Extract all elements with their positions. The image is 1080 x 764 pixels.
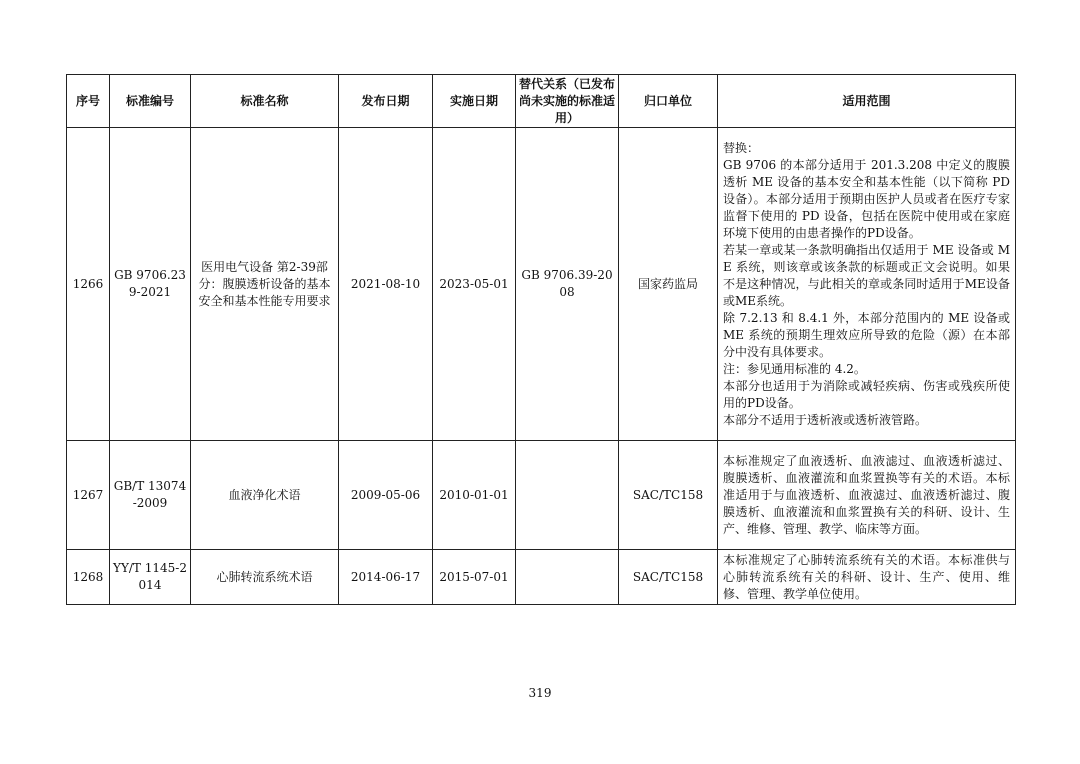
table-row [67,550,1016,605]
table-row [67,128,1016,441]
standards-table [66,74,1016,605]
cell-publish-date: 2021-08-10 [339,128,433,441]
cell-seq: 1267 [67,441,110,550]
cell-seq: 1268 [67,550,110,605]
scope-paragraph: 本标准规定了心肺转流系统有关的术语。本标准供与心肺转流系统有关的科研、设计、生产、使用、维修、管理、教学单位使用。 [723,552,1010,601]
header-dept: 归口单位 [619,75,718,128]
cell-scope [718,550,1016,605]
header-seq: 序号 [67,75,110,128]
cell-dept: SAC/TC158 [619,550,718,605]
cell-code: GB 9706.239-2021 [110,128,191,441]
scope-paragraph: 除 7.2.13 和 8.4.1 外，本部分范围内的 ME 设备或 ME 系统的预期生理效应所导致的危险（源）在本部分中没有具体要求。 [723,310,1010,359]
header-implement-date: 实施日期 [433,75,516,128]
cell-implement-date: 2015-07-01 [433,550,516,605]
header-code: 标准编号 [110,75,191,128]
scope-paragraph: 本标准规定了血液透析、血液滤过、血液透析滤过、腹膜透析、血液灌流和血浆置换等有关的术语。本标准适用于与血液透析、血液滤过、血液透析滤过、腹膜透析、血液灌流和血浆置换有关的科研、设计、生产、维修、管理、教学、临床等方面。 [723,453,1010,536]
cell-scope [718,128,1016,441]
scope-paragraph: 注：参见通用标准的 4.2。 [723,361,866,376]
cell-dept: SAC/TC158 [619,441,718,550]
cell-name: 心肺转流系统术语 [191,550,339,605]
page-number: 319 [528,686,552,700]
cell-implement-date: 2010-01-01 [433,441,516,550]
cell-scope [718,441,1016,550]
cell-name: 血液净化术语 [191,441,339,550]
cell-dept: 国家药监局 [619,128,718,441]
cell-implement-date: 2023-05-01 [433,128,516,441]
cell-publish-date: 2014-06-17 [339,550,433,605]
cell-replace [516,441,619,550]
header-publish-date: 发布日期 [339,75,433,128]
cell-replace [516,550,619,605]
header-name: 标准名称 [191,75,339,128]
cell-name: 医用电气设备 第2-39部分：腹膜透析设备的基本安全和基本性能专用要求 [191,128,339,441]
cell-code: YY/T 1145-2014 [110,550,191,605]
cell-publish-date: 2009-05-06 [339,441,433,550]
table-header-row [67,75,1016,128]
header-scope: 适用范围 [718,75,1016,128]
scope-paragraph: 若某一章或某一条款明确指出仅适用于 ME 设备或 ME 系统，则该章或该条款的标题或正文会说明。如果不是这种情况，与此相关的章或条同时适用于ME设备或ME系统。 [723,242,1010,308]
scope-paragraph: 本部分不适用于透析液或透析液管路。 [723,412,928,427]
cell-replace: GB 9706.39-2008 [516,128,619,441]
table-row [67,441,1016,550]
header-replace: 替代关系（已发布尚未实施的标准适用） [516,75,619,128]
cell-seq: 1266 [67,128,110,441]
scope-paragraph: GB 9706 的本部分适用于 201.3.208 中定义的腹膜透析 ME 设备的基本安全和基本性能（以下简称 PD 设备）。本部分适用于预期由医护人员或者在医疗专家监督下使用的 PD 设备，包括在医院中使用或在家庭环境下使用的由患者操作的PD设备。 [723,157,1010,240]
scope-paragraph: 本部分也适用于为消除或减轻疾病、伤害或残疾所使用的PD设备。 [723,378,1010,410]
cell-code: GB/T 13074-2009 [110,441,191,550]
scope-paragraph: 替换： [723,140,760,155]
